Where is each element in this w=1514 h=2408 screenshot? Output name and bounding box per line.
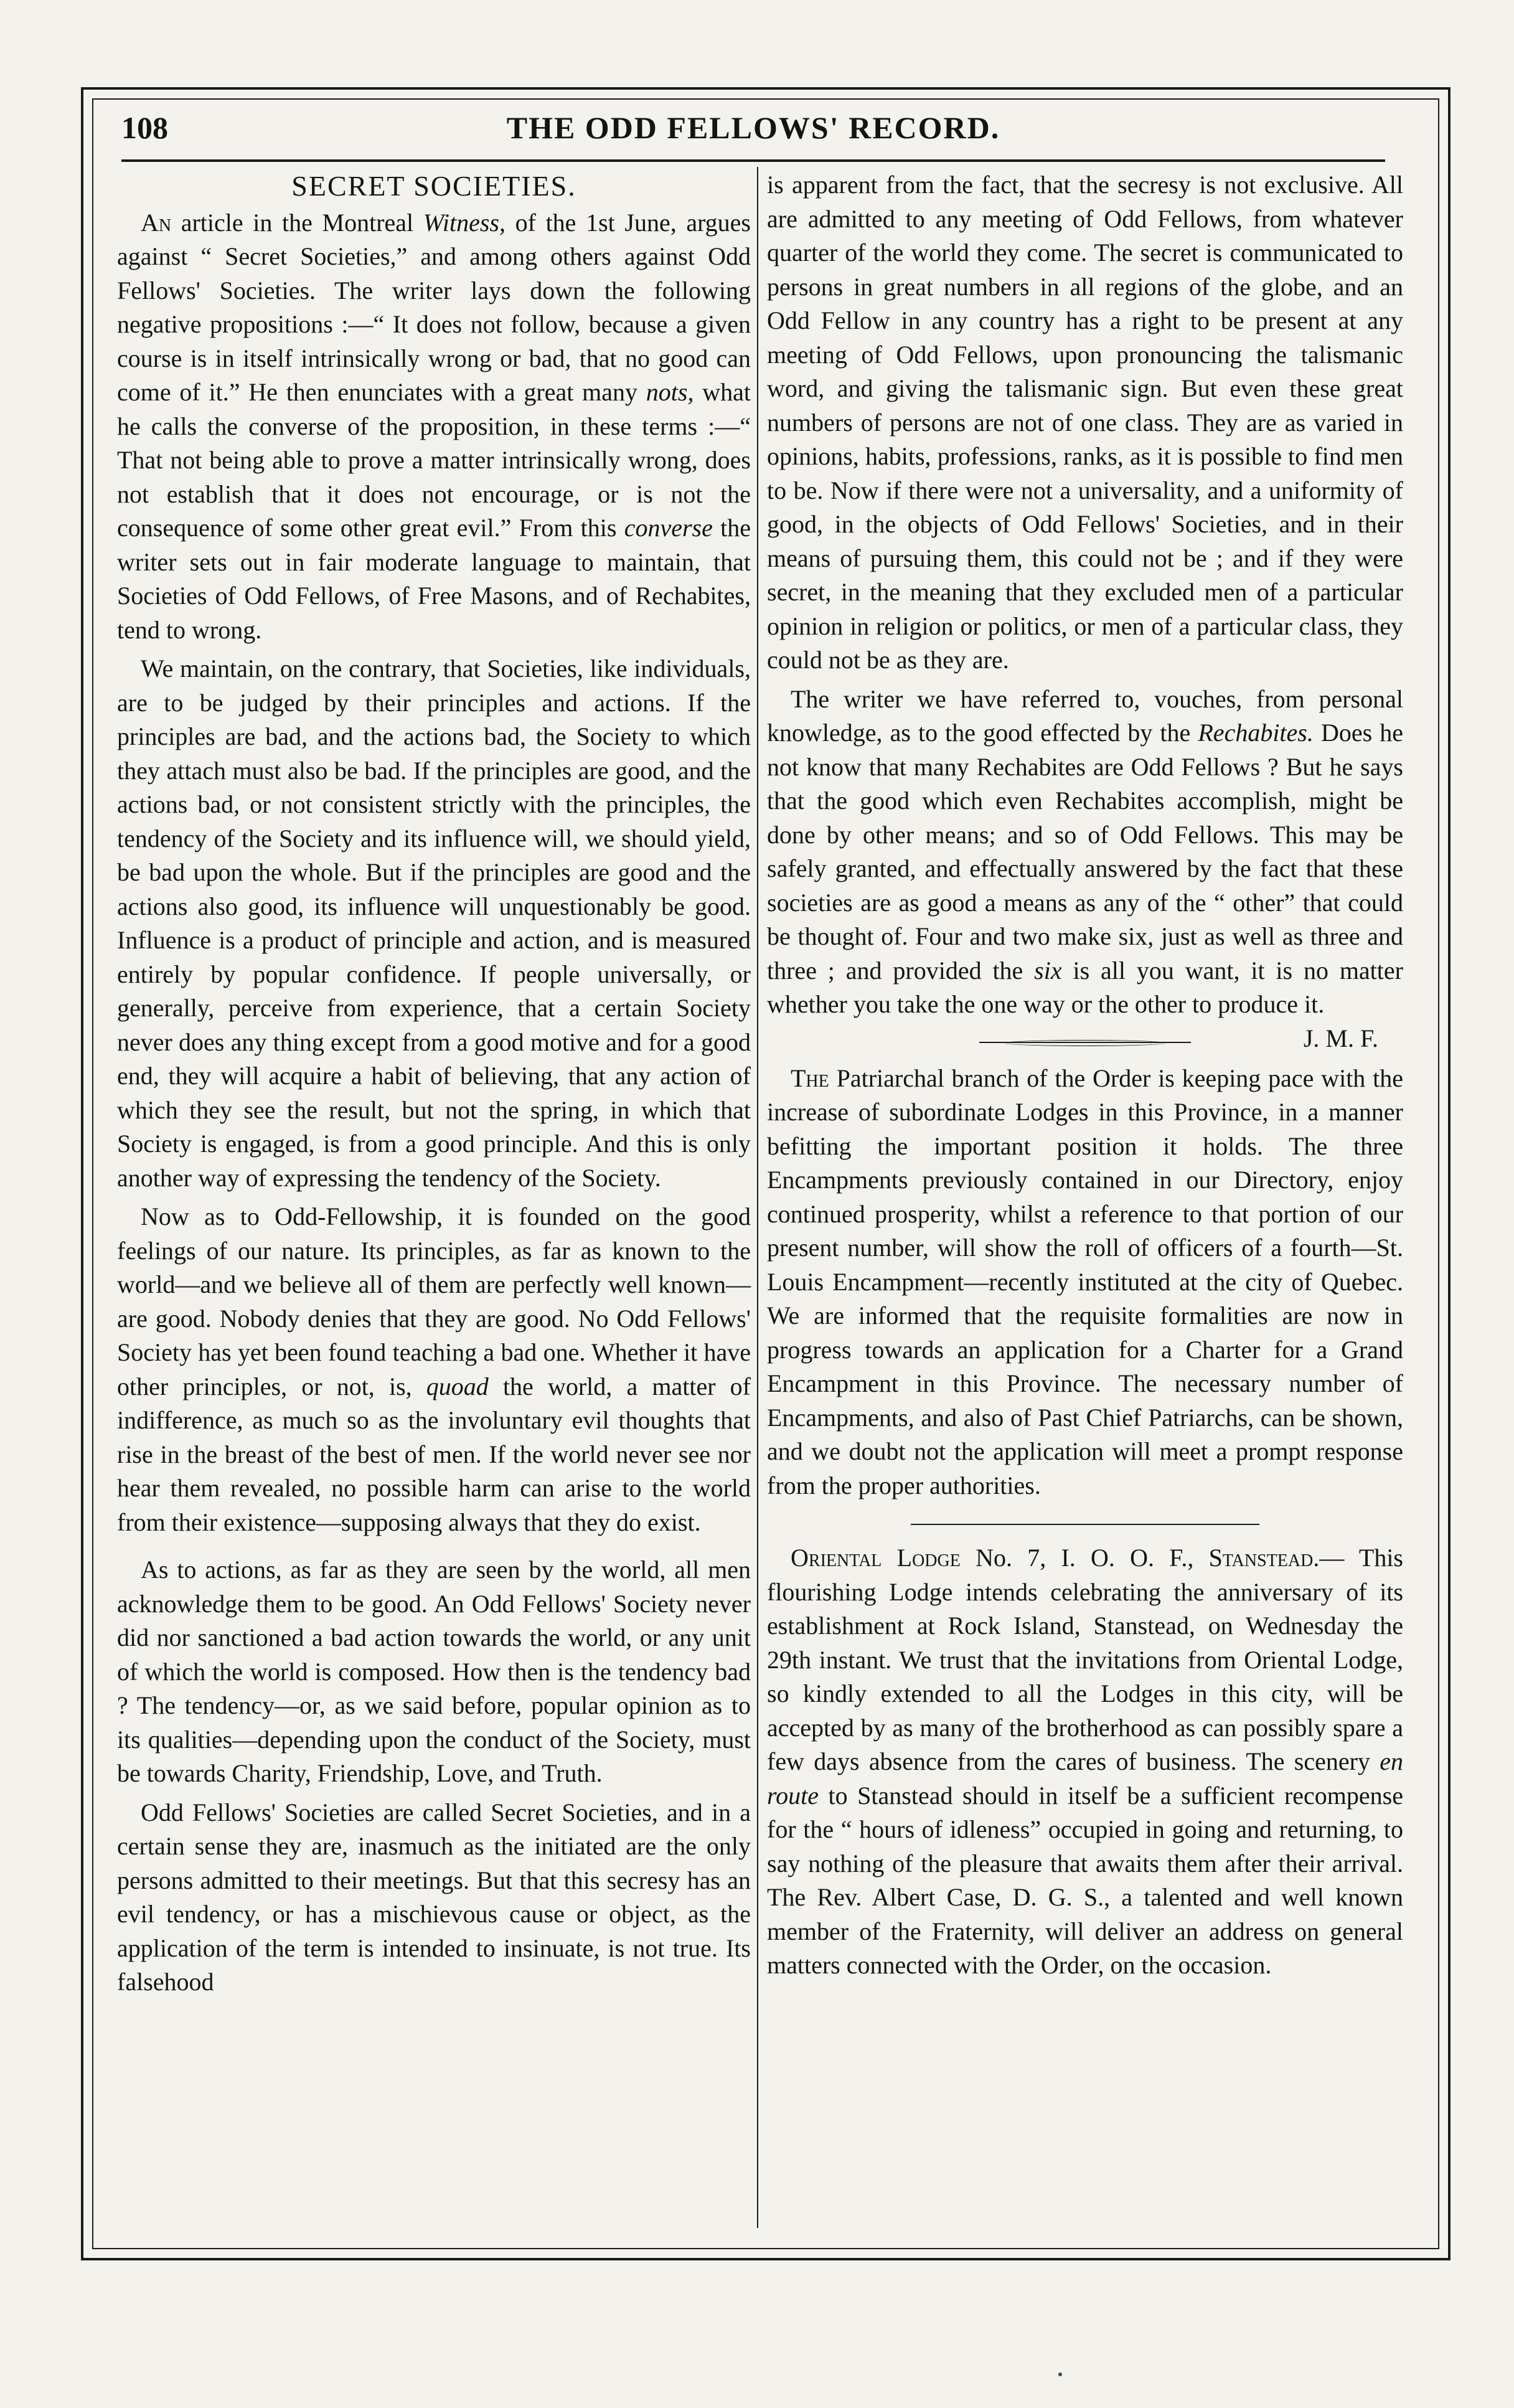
paragraph-6: is apparent from the fact, that the secresy is not exclusive. All are admitted to any meeting of Odd Fellows, from whatever quarter of the world they come. The secret is communicated to persons in great numbers in all regions of the globe, and an Odd Fellow in any country has a right to be present at any meeting of Odd Fellows, upon pronouncing the talismanic word, and giving the talismanic sign. But even these great numbers of persons are not of one class. They are as varied in opinions, habits, professions, ranks, as it is possible to find men to be. Now if there were not a universality, and a uniformity of good, in the objects of Odd Fellows' Societies, and in their means of pursuing them, this could not be ; and if they were secret, in the meaning that they excluded men of a particular opinion in religion or politics, or men of a particular class, they could not be as they are. xyxy=(767,171,1403,674)
paragraph-2: We maintain, on the contrary, that Societies, like individuals, are to be judged by their principles and actions. If the principles are bad, and the actions bad, the Society to which they attach must also be bad. If the principles are good, and the actions bad, or not consistent strictly with the principles, the tendency of the Society and its influence will, we should yield, be bad upon the whole. But if the principles are good and the actions also good, its influence will unquestionably be good. Influence is a product of principle and action, and is measured entirely by popular confidence. If people universally, or generally, perceive from experience, that a certain Society never does any thing except from a good motive and for a good end, they will acquire a habit of believing, that any action of which they see the result, but not the spring, in which that Society is engaged, is from a good principle. And this is only another way of expressing the tendency of the Society. xyxy=(117,654,751,1192)
column-divider xyxy=(757,167,758,2228)
page-number: 108 xyxy=(121,110,168,145)
oriental-lodge-notice: Oriental Lodge No. 7, I. O. O. F., Stanstead.— This flourishing Lodge intends celebrating the anniversary of its establishment at Rock Island, Stanstead, on Wednesday the 29th instant. We trust that the invitations from Oriental Lodge, so kindly extended to all the Lodges in this city, will be accepted by as many of the brotherhood as can possibly spare a few days absence from the cares of business. The scenery en route to Stanstead should in itself be a sufficient recompense for the “ hours of idleness” occupied in going and returning, to say nothing of the pleasure that awaits them after their arrival. The Rev. Albert Case, D. G. S., a talented and well known member of the Fraternity, will deliver an address on general matters connected with the Order, on the occasion. xyxy=(767,1544,1403,1979)
article-heading: SECRET SOCIETIES. xyxy=(291,170,576,202)
paragraph-1: An article in the Montreal Witness, of the 1st June, argues against “ Secret Societies,” and among others against Odd Fellows' Societies. The writer lays down the following negative propositions :—“ It does not follow, because a given course is in itself intrinsically wrong or bad, that no good can come of it.” He then enunciates with a great many nots, what he calls the converse of the proposition, in these terms :—“ That not being able to prove a matter intrinsically wrong, does not establish that it does not encourage, or is not the consequence of some other great evil.” From this converse the writer sets out in fair moderate language to maintain, that Societies of Odd Fellows, of Free Masons, and of Rechabites, tend to wrong. xyxy=(117,208,751,644)
paragraph-5: Odd Fellows' Societies are called Secret Societies, and in a certain sense they are, inasmuch as the initiated are the only persons admitted to their meetings. But that this secresy has an evil tendency, or has a mischievous cause or object, as the application of the term is intended to insinuate, is not true. Its falsehood xyxy=(117,1798,751,1996)
ornamental-rule xyxy=(979,1038,1191,1047)
right-column xyxy=(767,168,1403,1983)
paragraph-7: The writer we have referred to, vouches, from personal knowledge, as to the good effected by the Rechabites. Does he not know that many Rechabites are Odd Fellows ? But he says that the good which even Rechabites accomplish, might be done by other means; and so of Odd Fellows. This may be safely granted, and effectually answered by the fact that these societies are as good a means as any of the “ other” that could be thought of. Four and two make six, just as well as three and three ; and provided the six is all you want, it is no matter whether you take the one way or the other to produce it. J. M. F. xyxy=(767,682,1403,1022)
running-title: THE ODD FELLOWS' RECORD. xyxy=(506,110,1000,145)
paper-speck xyxy=(1058,2373,1062,2376)
header-rule xyxy=(121,159,1385,162)
page-header xyxy=(121,107,1385,161)
section-rule xyxy=(911,1524,1259,1525)
place-name: Stanstead. xyxy=(1208,1544,1320,1572)
paragraph-4: As to actions, as far as they are seen by the world, all men acknowledge them to be good. An Odd Fellows' Society never did nor sanctioned a bad action towards the world, or any unit of which the world is composed. How then is the tendency bad ? The tendency—or, as we said before, popular opinion as to its qualities—depending upon the conduct of the Society, must be towards Charity, Friendship, Love, and Truth. xyxy=(117,1556,751,1787)
paragraph-3: Now as to Odd-Fellowship, it is founded on the good feelings of our nature. Its principles, as far as known to the world—and we believe all of them are perfectly well known—are good. Nobody denies that they are good. No Odd Fellows' Society has yet been found teaching a bad one. Whether it have other principles, or not, is, quoad the world, a matter of indifference, as much so as the involuntary evil thoughts that rise in the breast of the best of men. If the world never see nor hear them revealed, no possible harm can arise to the world from their existence—supposing always that they do exist. xyxy=(117,1202,751,1536)
patriarchal-notice: The Patriarchal branch of the Order is keeping pace with the increase of subordinate Lodges in this Province, in a manner befitting the important position it holds. The three Encampments previously contained in our Directory, enjoy continued prosperity, whilst a reference to that portion of our present number, will show the roll of officers of a fourth—St. Louis Encampment—recently instituted at the city of Quebec. We are informed that the requisite formalities are now in progress towards an application for a Charter for a Grand Encampment in this Province. The necessary number of Encampments, and also of Past Chief Patriarchs, can be shown, and we doubt not the application will meet a prompt response from the proper authorities. xyxy=(767,1064,1403,1499)
drop-lead: An xyxy=(141,208,172,237)
author-signature: J. M. F. xyxy=(1303,1024,1378,1052)
lodge-name: Oriental Lodge xyxy=(791,1544,961,1572)
drop-lead: The xyxy=(791,1064,829,1092)
left-column xyxy=(117,168,751,2000)
